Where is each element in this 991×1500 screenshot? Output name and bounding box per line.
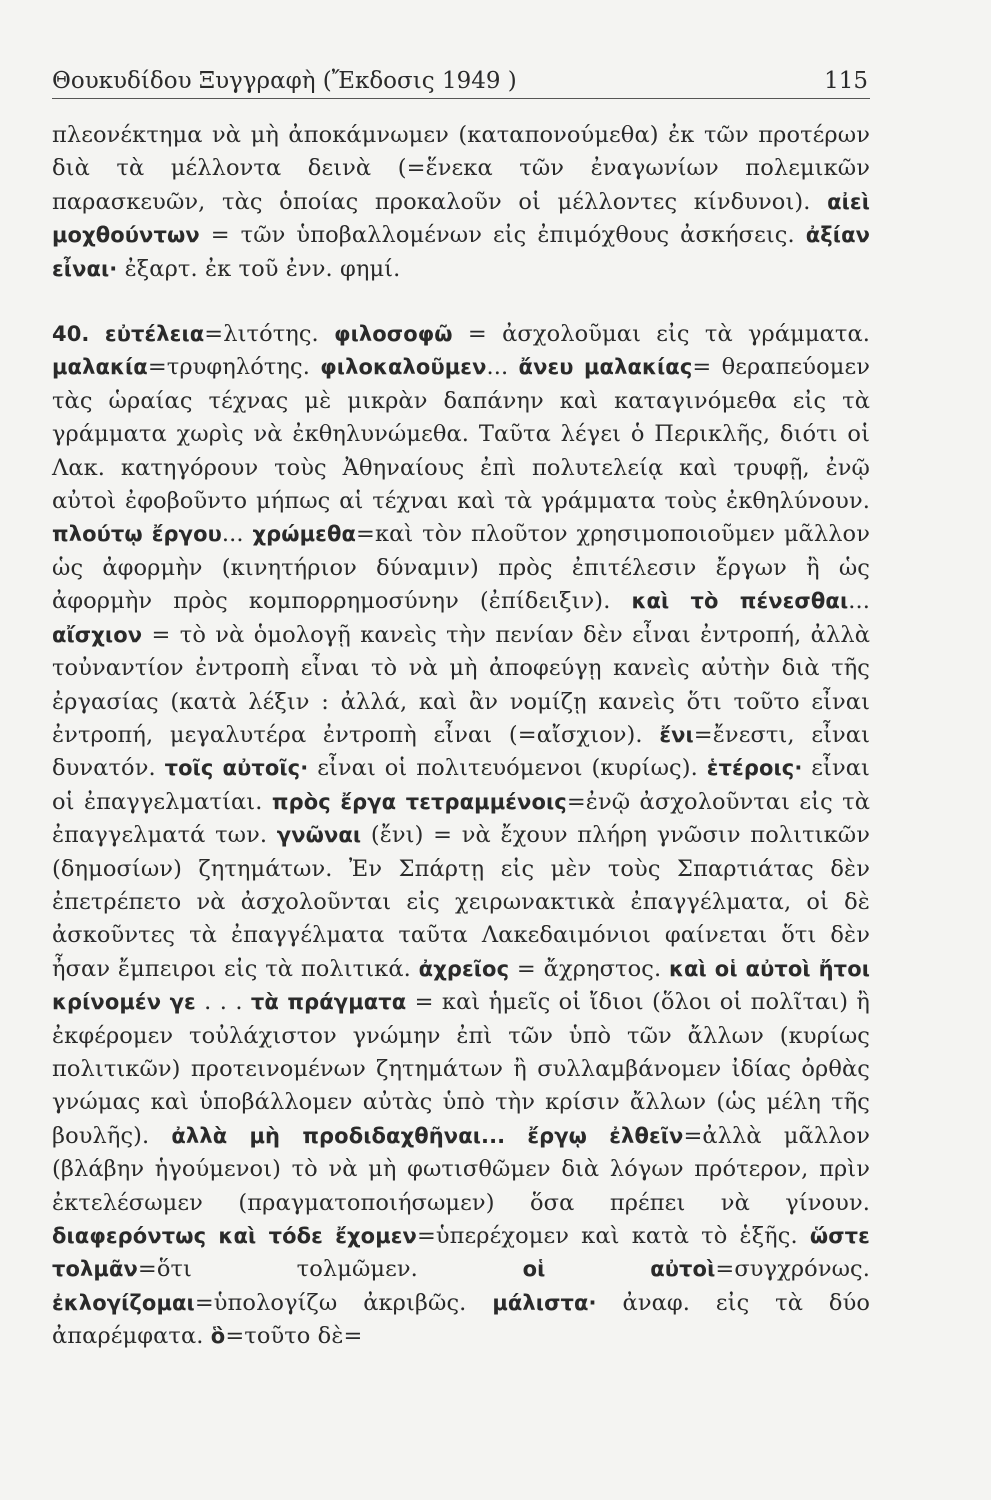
lemma-term: ὥστε τολμᾶν — [52, 1224, 870, 1282]
lemma-term: τοῖς αὐτοῖς· — [164, 756, 309, 781]
page-number: 115 — [824, 68, 868, 94]
commentary-text — [505, 1123, 527, 1149]
lemma-term: ἑτέροις· — [706, 756, 803, 781]
commentary-text: =καὶ τὸν πλοῦτον χρησιμοποιοῦμεν μᾶλλον ὡς ἀφορμὴν (κινητήριον δύναμιν) πρὸς ἐπιτέλεσιν ἔργων ἢ ὡς ἀφορμὴν πρὸς κομπορρημοσύνην (ἐπίδειξιν). — [52, 521, 870, 615]
lemma-term: ἀχρεῖος — [418, 956, 510, 981]
body-text — [52, 119, 870, 1354]
lemma-term: ἄνευ μαλακίας — [518, 355, 693, 380]
commentary-text: εἶναι οἱ ἐπαγγελματίαι. — [52, 755, 870, 815]
commentary-text: ... — [848, 588, 870, 615]
lemma-term: φιλοκαλοῦμεν — [320, 355, 487, 380]
running-header — [52, 68, 870, 99]
lemma-term: αἴσχιον — [52, 622, 143, 647]
commentary-text: . . . — [195, 989, 251, 1016]
lemma-term: πρὸς ἔργα τετραμμένοις — [271, 789, 567, 814]
lemma-term: χρώμεθα — [252, 522, 357, 547]
lemma-term: καὶ τὸ πένεσθαι — [631, 589, 849, 614]
lemma-term: μαλακία — [52, 355, 148, 380]
commentary-text: ἀναφ. εἰς τὰ δύο ἀπαρέμφατα. — [52, 1289, 870, 1350]
commentary-text: πλεονέκτημα νὰ μὴ ἀποκάμνωμεν (καταπονούμεθα) ἐκ τῶν προτέρων διὰ τὰ μέλλοντα δεινὰ (=ἕνεκα τῶν ἐναγωνίων πολεμικῶν παρασκευῶν, τὰς ὁποίας προκαλοῦν οἱ μέλλοντες κίνδυνοι). — [52, 122, 870, 215]
lemma-term: οἱ αὐτοὶ — [522, 1257, 716, 1282]
paragraph — [52, 119, 870, 286]
commentary-text: =ὑπολογίζω ἀκριβῶς. — [194, 1289, 493, 1316]
commentary-text: =τρυφηλότης. — [147, 354, 321, 381]
commentary-text: =συγχρόνως. — [715, 1256, 870, 1283]
commentary-text: = τῶν ὑποβαλλομένων εἰς ἐπιμόχθους ἀσκήσεις. — [199, 222, 806, 249]
lemma-term: διαφερόντως καὶ τόδε ἔχομεν — [52, 1224, 417, 1248]
lemma-term: ἔνι — [659, 722, 694, 747]
lemma-term: ἐκλογίζομαι — [52, 1290, 195, 1315]
lemma-term: καὶ οἱ αὐτοὶ ἤτοι κρίνομέν γε — [52, 956, 870, 1015]
lemma-term: ὃ — [210, 1324, 226, 1349]
lemma-term: ἔργῳ ἐλθεῖν — [527, 1123, 684, 1148]
commentary-text: = θεραπεύομεν τὰς ὡραίας τέχνας μὲ μικρὰν δαπάνην καὶ καταγινόμεθα εἰς τὰ γράμματα χωρὶς νὰ ἐκθηλυνώμεθα. Ταῦτα λέγει ὁ Περικλῆς, διότι οἱ Λακ. κατηγόρουν τοὺς Ἀθηναίους ἐπὶ πολυτελείᾳ καὶ τρυφῇ, ἐνῷ αὐτοὶ ἐφοβοῦντο μήπως αἱ τέχναι καὶ τὰ γράμματα τοὺς ἐκθηλύνουν. — [52, 354, 870, 515]
commentary-text: ... — [221, 521, 253, 548]
commentary-text: =λιτότης. — [204, 321, 335, 348]
commentary-text: = ἀσχολοῦμαι εἰς τὰ γράμματα. — [452, 321, 871, 348]
commentary-text: ... — [486, 354, 519, 381]
lemma-term: γνῶναι — [276, 823, 362, 848]
lemma-term: ἀξίαν εἶναι· — [52, 223, 870, 281]
commentary-text: = ἄχρηστος. — [509, 955, 670, 982]
lemma-term: τὰ πράγματα — [250, 990, 407, 1015]
commentary-text: ἐξαρτ. ἐκ τοῦ ἐνν. φημί. — [117, 255, 401, 282]
lemma-term: πλούτῳ ἔργου — [52, 522, 222, 547]
lemma-term: ἀλλὰ μὴ προδιδαχθῆναι... — [171, 1123, 506, 1148]
commentary-text: =ἐνῷ ἀσχολοῦνται εἰς τὰ ἐπαγγελματά των. — [52, 788, 870, 849]
paragraph — [52, 318, 870, 1354]
commentary-text: = τὸ νὰ ὁμολογῇ κανεὶς τὴν πενίαν δὲν εἶναι ἐντροπή, ἀλλὰ τοὐναντίον ἐντροπὴ εἶναι τὸ νὰ μὴ ἀποφεύγῃ κανεὶς αὐτὴν διὰ τῆς ἐργασίας (κατὰ λέξιν : ἀλλά, καὶ ἂν νομίζῃ κανεὶς ὅτι τοῦτο εἶναι ἐντροπή, μεγαλυτέρα ἐντροπὴ εἶναι (=αἴσχιον). — [52, 621, 870, 748]
running-title: Θουκυδίδου Ξυγγραφὴ (Ἔκδοσις 1949 ) — [52, 68, 517, 94]
commentary-text: =ἀλλὰ μᾶλλον (βλάβην ἡγούμενοι) τὸ νὰ μὴ φωτισθῶμεν διὰ λόγων πρότερον, πρὶν ἐκτελέσωμεν (πραγματοποιήσωμεν) ὅσα πρέπει νὰ γίνουν. — [52, 1122, 870, 1216]
commentary-text: εἶναι οἱ πολιτευόμενοι (κυρίως). — [308, 755, 707, 782]
commentary-text: =τοῦτο δὲ= — [225, 1323, 363, 1350]
lemma-term: μάλιστα· — [492, 1290, 597, 1315]
lemma-term: 40. εὐτέλεια — [52, 322, 205, 347]
commentary-text: =ὑπερέχομεν καὶ κατὰ τὸ ἑξῆς. — [416, 1223, 810, 1249]
book-page — [52, 68, 870, 1354]
commentary-text: = καὶ ἡμεῖς οἱ ἴδιοι (ὅλοι οἱ πολῖται) ἢ ἐκφέρομεν τοὐλάχιστον γνώμην ἐπὶ τῶν ὑπὸ τῶν ἄλλων (κυρίως πολιτικῶν) προτεινομένων ζητημάτων ἢ συλλαμβάνομεν ἰδίας ὀρθὰς γνώμας καὶ ὑποβάλλομεν αὐτὰς ὑπὸ τὴν κρίσιν ἄλλων (ὡς μέλη τῆς βουλῆς). — [52, 989, 871, 1149]
lemma-term: φιλοσοφῶ — [334, 322, 453, 347]
lemma-term: αἰεὶ μοχθούντων — [52, 189, 870, 248]
commentary-text: (ἔνι) = νὰ ἔχουν πλήρη γνῶσιν πολιτικῶν (δημοσίων) ζητημάτων. Ἐν Σπάρτῃ εἰς μὲν τοὺς Σπαρτιάτας δὲν ἐπετρέπετο νὰ ἀσχολοῦνται εἰς χειρωνακτικὰ ἐπαγγέλματα, οἱ δὲ ἀσκοῦντες τὰ ἐπαγγέλματα ταῦτα Λακεδαιμόνιοι φαίνεται ὅτι δὲν ἦσαν ἔμπειροι εἰς τὰ πολιτικά. — [52, 822, 870, 982]
commentary-text: =ἔνεστι, εἶναι δυνατόν. — [52, 721, 870, 782]
commentary-text: =ὅτι τολμῶμεν. — [137, 1256, 523, 1283]
